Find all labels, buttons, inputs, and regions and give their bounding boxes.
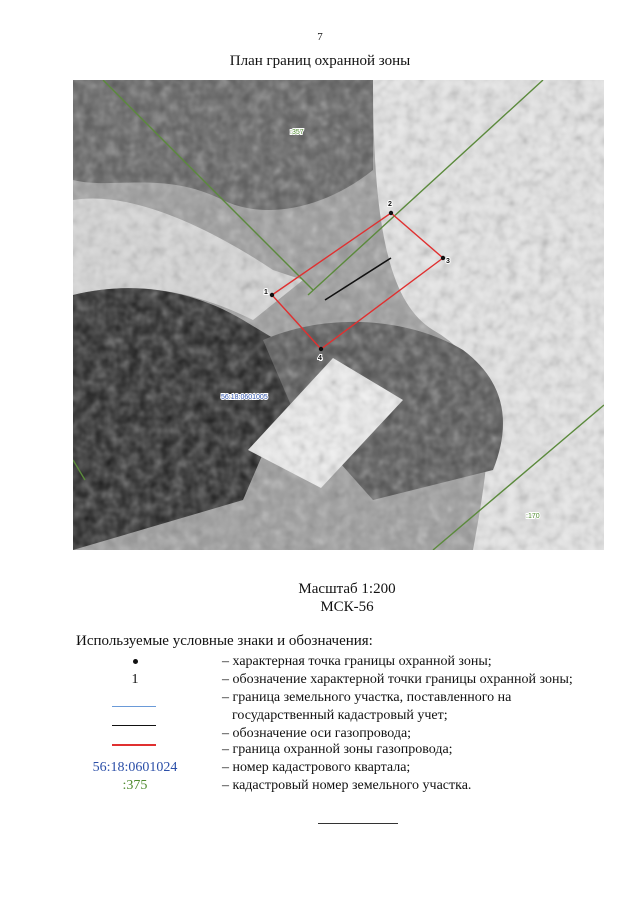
legend-symbol-axis-line: [112, 725, 156, 726]
point-label-4: 4: [318, 355, 322, 362]
coordinate-system-label: МСК-56: [320, 599, 374, 615]
point-marker-icon: [133, 659, 138, 664]
legend-description: – характерная точка границы охранной зоны;: [222, 654, 492, 669]
legend-row: [0, 689, 640, 707]
legend-description: государственный кадастровый учет;: [232, 708, 448, 723]
legend-description: – обозначение характерной точки границы охранной зоны;: [222, 672, 573, 687]
boundary-point: [441, 256, 445, 260]
map-title: План границ охранной зоны: [229, 53, 411, 69]
boundary-point: [270, 293, 274, 297]
legend-description: – кадастровый номер земельного участка.: [222, 778, 472, 793]
parcel-number-label: :357: [290, 129, 304, 136]
legend-row: [0, 707, 640, 725]
map-scale: [0, 580, 640, 616]
legend-row: [0, 653, 640, 671]
legend-symbol-zone-line: [112, 744, 156, 746]
legend-symbol-parcel-number: :375: [122, 778, 148, 793]
legend-heading: Используемые условные знаки и обозначения:: [76, 633, 373, 649]
image-texture: [73, 80, 604, 550]
closing-divider: [318, 823, 398, 824]
legend-row: [0, 759, 640, 777]
parcel-number-label: :170: [526, 513, 540, 520]
legend-description: – обозначение оси газопровода;: [222, 726, 412, 741]
point-label-1: 1: [264, 289, 268, 296]
boundary-point: [389, 211, 393, 215]
legend-row: [0, 777, 640, 795]
legend-description: – граница земельного участка, поставленного на: [222, 690, 512, 705]
scale-label: Масштаб 1:200: [298, 581, 396, 597]
quarter-number-label: 56:18:0601005: [221, 394, 268, 401]
legend-description: – номер кадастрового квартала;: [222, 760, 411, 775]
legend-symbol-point-number: 1: [131, 672, 139, 687]
point-label-2: 2: [388, 201, 392, 208]
point-label-3: 3: [446, 258, 450, 265]
boundary-point: [319, 347, 323, 351]
legend-row: [0, 741, 640, 759]
page-number: 7: [317, 31, 323, 43]
legend-symbol-quarter-number: 56:18:0601024: [92, 760, 178, 775]
aerial-map: [73, 80, 604, 550]
legend-symbol-point: [80, 653, 190, 671]
legend-row: [0, 671, 640, 689]
legend-description: – граница охранной зоны газопровода;: [222, 742, 453, 757]
map-canvas: [73, 80, 604, 550]
